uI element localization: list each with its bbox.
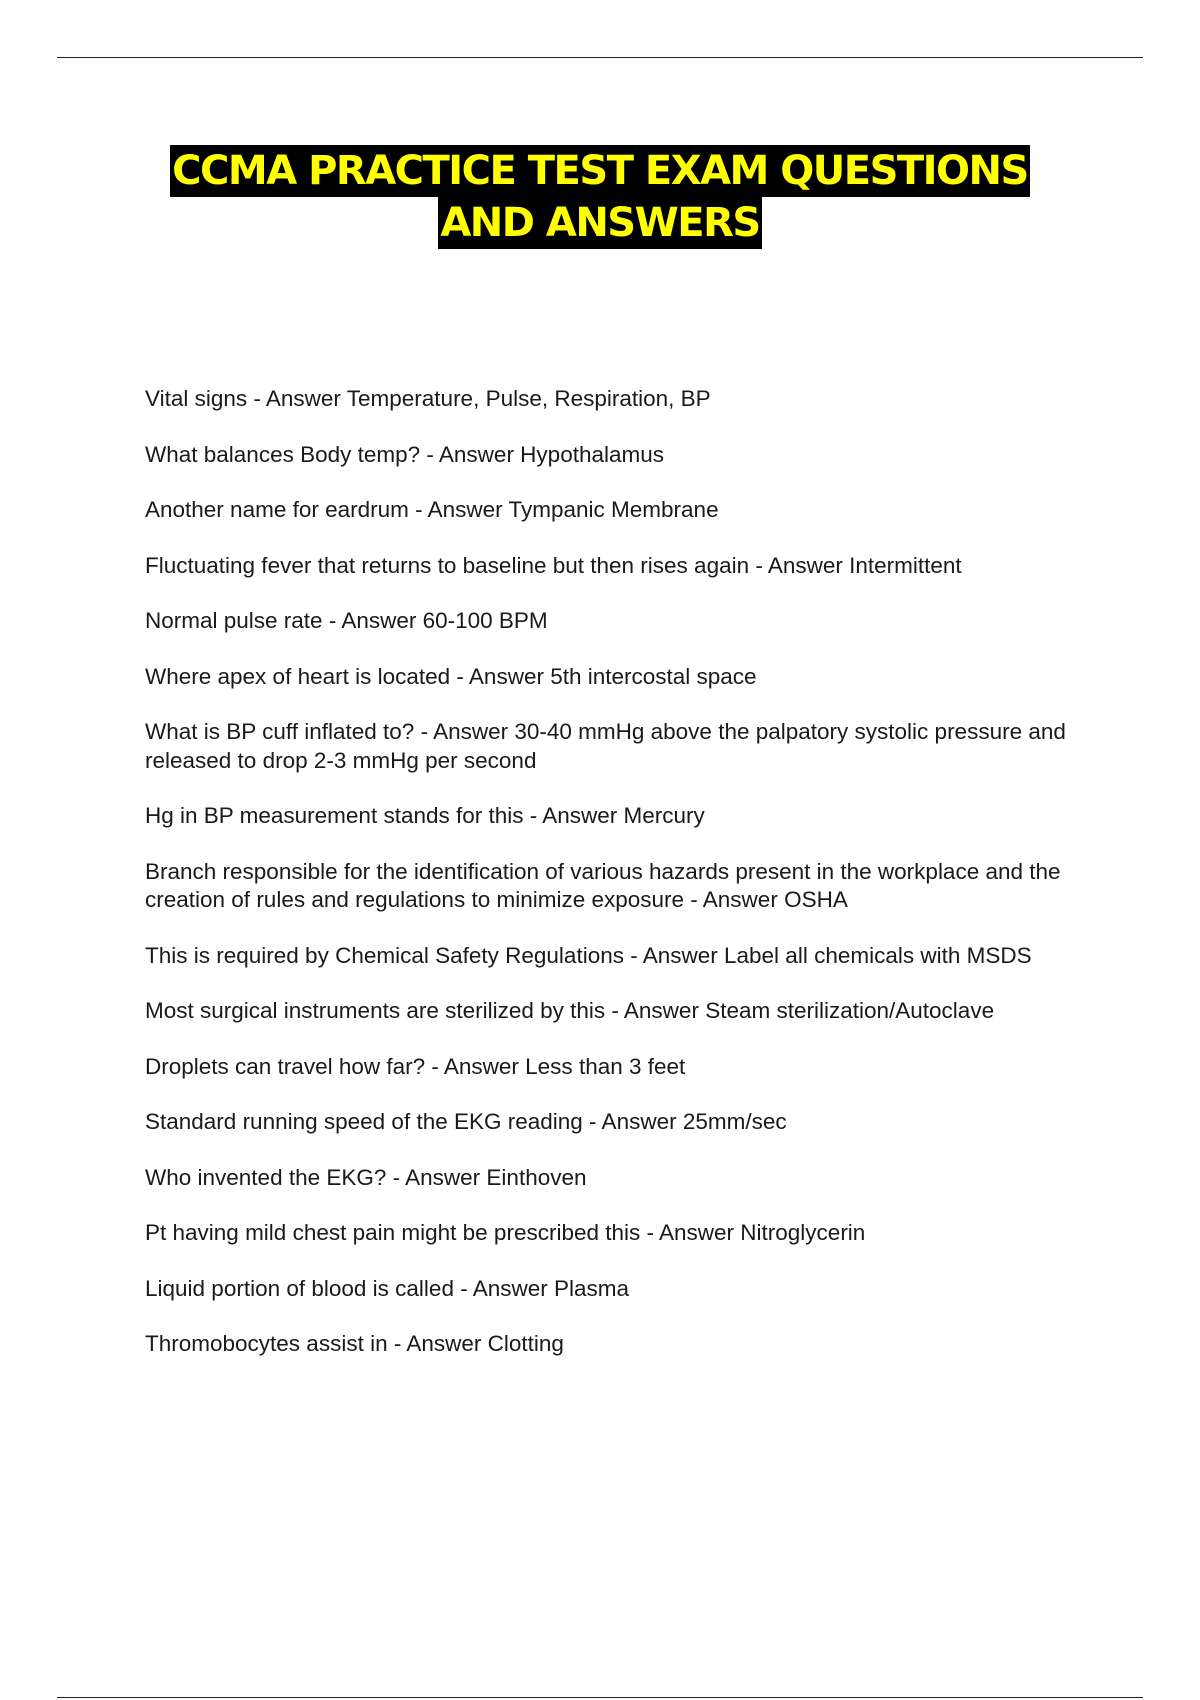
qa-item-vital-signs: Vital signs - Answer Temperature, Pulse, Respiration, BP (145, 386, 711, 411)
qa-item-chemical-safety: This is required by Chemical Safety Regulations - Answer Label all chemicals with MSDS (145, 942, 1032, 968)
title-line-2: AND ANSWERS (438, 197, 761, 249)
qa-item-ekg-inventor: Who invented the EKG? - Answer Einthoven (145, 1164, 587, 1190)
qa-item-sterilization: Most surgical instruments are sterilized by this - Answer Steam sterilization/Autoclave (145, 998, 995, 1023)
header-rule (57, 57, 1143, 58)
qa-item-eardrum: Another name for eardrum - Answer Tympanic Membrane (145, 497, 719, 522)
title-line-1: CCMA PRACTICE TEST EXAM QUESTIONS (170, 145, 1030, 197)
qa-item-chest-pain: Pt having mild chest pain might be prescribed this - Answer Nitroglycerin (145, 1220, 866, 1245)
qa-item-heart-apex: Where apex of heart is located - Answer 5th intercostal space (145, 663, 757, 689)
document-title (0, 145, 1200, 249)
qa-item-pulse-rate: Normal pulse rate - Answer 60-100 BPM (145, 608, 548, 633)
qa-item-droplets: Droplets can travel how far? - Answer Less than 3 feet (145, 1053, 686, 1079)
qa-item-plasma: Liquid portion of blood is called - Answer Plasma (145, 1275, 630, 1301)
qa-item-body-temp: What balances Body temp? - Answer Hypothalamus (145, 441, 665, 467)
qa-list (145, 385, 1075, 1386)
footer-rule (57, 1697, 1143, 1698)
qa-item-clotting: Thromobocytes assist in - Answer Clotting (145, 1331, 564, 1356)
qa-item-osha: Branch responsible for the identification of various hazards present in the workplace and the creation of rules and regulations to minimize exposure - Answer OSHA (145, 858, 1061, 912)
qa-item-ekg-speed: Standard running speed of the EKG reading - Answer 25mm/sec (145, 1109, 787, 1134)
qa-item-mercury: Hg in BP measurement stands for this - Answer Mercury (145, 803, 705, 828)
qa-item-bp-cuff: What is BP cuff inflated to? - Answer 30-40 mmHg above the palpatory systolic pressure and released to drop 2-3 mmHg per second (145, 719, 1066, 773)
qa-item-fever: Fluctuating fever that returns to baseline but then rises again - Answer Intermittent (145, 552, 962, 578)
